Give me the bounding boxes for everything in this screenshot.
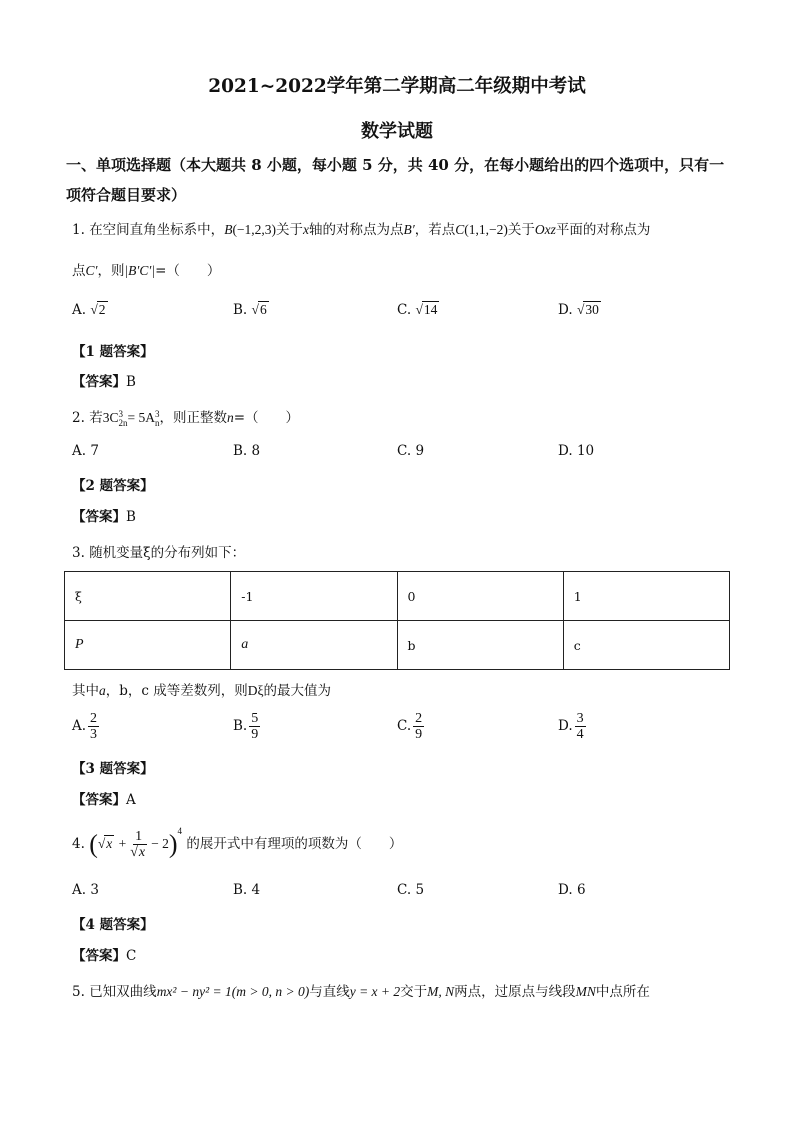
question-5-line: 5. 已知双曲线mx² − ny² = 1(m > 0, n > 0)与直线y = x + 2交于M, N两点，过原点与线段MN中点所在	[72, 984, 650, 1000]
question-3-option-b: B. $\frac{5}{9}$	[233, 711, 259, 742]
question-4-option-b: B. 4	[233, 882, 261, 898]
question-3-answer: 【答案】A	[72, 792, 136, 808]
question-4-option-a: A. 3	[72, 882, 99, 898]
question-1-option-b: B. √6	[233, 302, 267, 318]
table-cell: b	[397, 621, 563, 670]
question-1-option-d: D. √30	[558, 302, 599, 318]
table-cell: 0	[397, 572, 563, 621]
table-row	[65, 621, 730, 670]
question-2-option-c: C. 9	[397, 443, 425, 459]
question-2-answer-tag: 【2 题答案】	[72, 478, 154, 494]
question-3-option-a: A. $\frac{2}{3}$	[72, 711, 98, 742]
question-4-answer: 【答案】C	[72, 948, 137, 964]
question-3-line-2: 其中a，b，c 成等差数列，则Dξ的最大值为	[72, 683, 332, 699]
table-cell: ξ	[65, 572, 231, 621]
table-cell: a	[231, 621, 397, 670]
question-1-answer-tag: 【1 题答案】	[72, 344, 154, 360]
section-heading: 一、单项选择题（本大题共 8 小题，每小题 5 分，共 40 分，在每小题给出的四个选项中，只有一项符合题目要求）	[66, 156, 725, 204]
question-1-option-a: A. √2	[72, 302, 106, 318]
page-title: 2021~2022学年第二学期高二年级期中考试	[208, 76, 586, 97]
question-3-answer-tag: 【3 题答案】	[72, 761, 154, 777]
question-4-line: 4. (√x + $\frac{1}{√x}$ − 2)$^4$ 的展开式中有理项的项数为（ ）	[72, 826, 403, 860]
question-4-option-d: D. 6	[558, 882, 586, 898]
question-1-option-c: C. √14	[397, 302, 438, 318]
question-4-answer-tag: 【4 题答案】	[72, 917, 154, 933]
question-2-line: 2. 若3C 3 2n = 5A 3 n ，则正整数n=（ ）	[72, 408, 300, 428]
question-2-option-b: B. 8	[233, 443, 261, 459]
question-1-line-1: 1. 在空间直角坐标系中，B(−1,2,3)关于x轴的对称点为点B′，若点C(1,1,−2)关于Oxz平面的对称点为	[72, 222, 651, 238]
question-3-option-c: C. $\frac{2}{9}$	[397, 711, 423, 742]
table-cell: 1	[563, 572, 729, 621]
question-3-option-d: D. $\frac{3}{4}$	[558, 711, 584, 742]
question-3-line-1: 3. 随机变量ξ的分布列如下：	[72, 545, 246, 561]
distribution-table	[64, 571, 730, 670]
table-cell: -1	[231, 572, 397, 621]
table-cell: c	[563, 621, 729, 670]
question-1-answer: 【答案】B	[72, 374, 136, 390]
question-1-line-2: 点C′，则|B′C′|=（ ）	[72, 263, 221, 279]
table-row	[65, 572, 730, 621]
table-cell: P	[65, 621, 231, 670]
question-4-option-c: C. 5	[397, 882, 425, 898]
question-2-option-d: D. 10	[558, 443, 595, 459]
page-subtitle: 数学试题	[361, 121, 433, 142]
question-2-option-a: A. 7	[72, 443, 99, 459]
question-2-answer: 【答案】B	[72, 509, 136, 525]
